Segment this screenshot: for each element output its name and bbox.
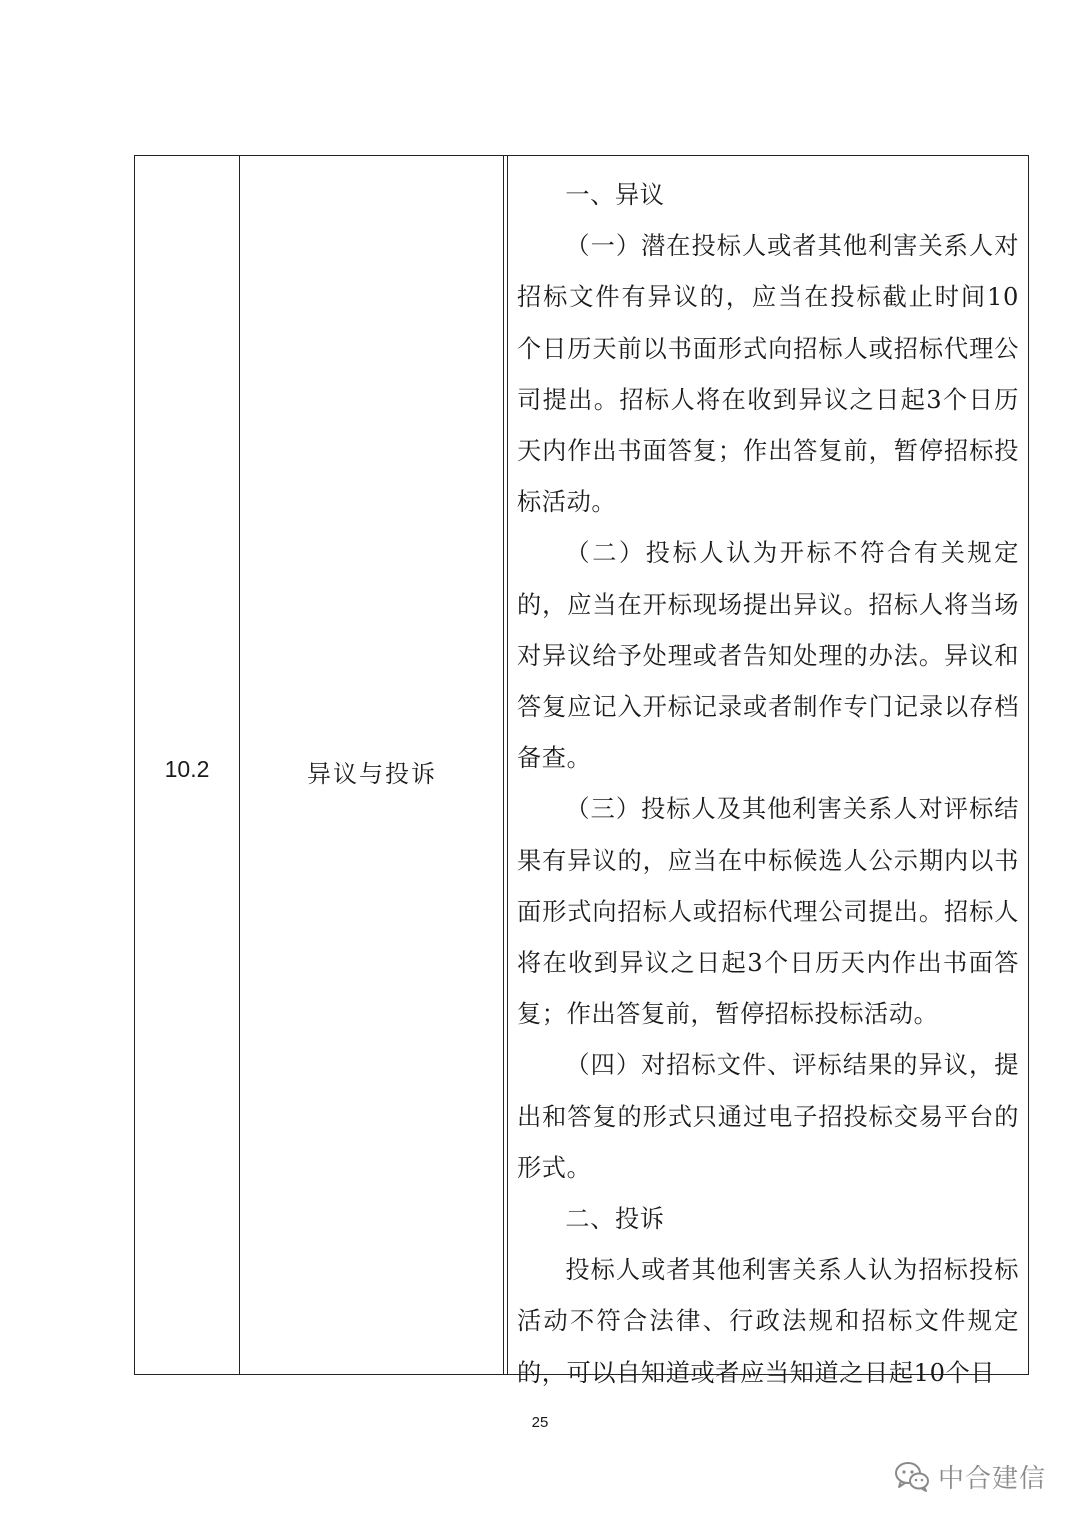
wechat-icon bbox=[894, 1461, 930, 1493]
clause-content bbox=[517, 170, 1019, 1399]
clause-number: 10.2 bbox=[164, 756, 210, 782]
watermark-text: 中合建信 bbox=[937, 1464, 1046, 1494]
section-heading: 二、投诉 bbox=[565, 1205, 665, 1234]
clause-table bbox=[134, 155, 1029, 1387]
column-divider bbox=[503, 156, 504, 1374]
watermark bbox=[894, 1458, 1046, 1495]
paragraph: 投标人或者其他利害关系人认为招标投标活动不符合法律、行政法规和招标文件规定的，可以自知道或者应当知道之日起10个日 bbox=[517, 1256, 1019, 1387]
page-number: 25 bbox=[531, 1414, 549, 1431]
paragraph: （三）投标人及其他利害关系人对评标结果有异议的，应当在中标候选人公示期内以书面形式向招标人或招标代理公司提出。招标人将在收到异议之日起3个日历天内作出书面答复；作出答复前，暂停招标投标活动。 bbox=[517, 795, 1019, 1029]
paragraph: （二）投标人认为开标不符合有关规定的，应当在开标现场提出异议。招标人将当场对异议给予处理或者告知处理的办法。异议和答复应记入开标记录或者制作专门记录以存档备查。 bbox=[517, 539, 1019, 773]
section-heading: 一、异议 bbox=[565, 181, 665, 209]
column-divider bbox=[507, 156, 508, 1374]
clause-title: 异议与投诉 bbox=[307, 760, 437, 788]
paragraph: （一）潜在投标人或者其他利害关系人对招标文件有异议的，应当在投标截止时间10个日历天前以书面形式向招标人或招标代理公司提出。招标人将在收到异议之日起3个日历天内作出书面答复；作出答复前，暂停招标投标活动。 bbox=[517, 232, 1019, 517]
column-divider bbox=[239, 156, 240, 1374]
paragraph: （四）对招标文件、评标结果的异议，提出和答复的形式只通过电子招投标交易平台的形式。 bbox=[517, 1051, 1019, 1182]
